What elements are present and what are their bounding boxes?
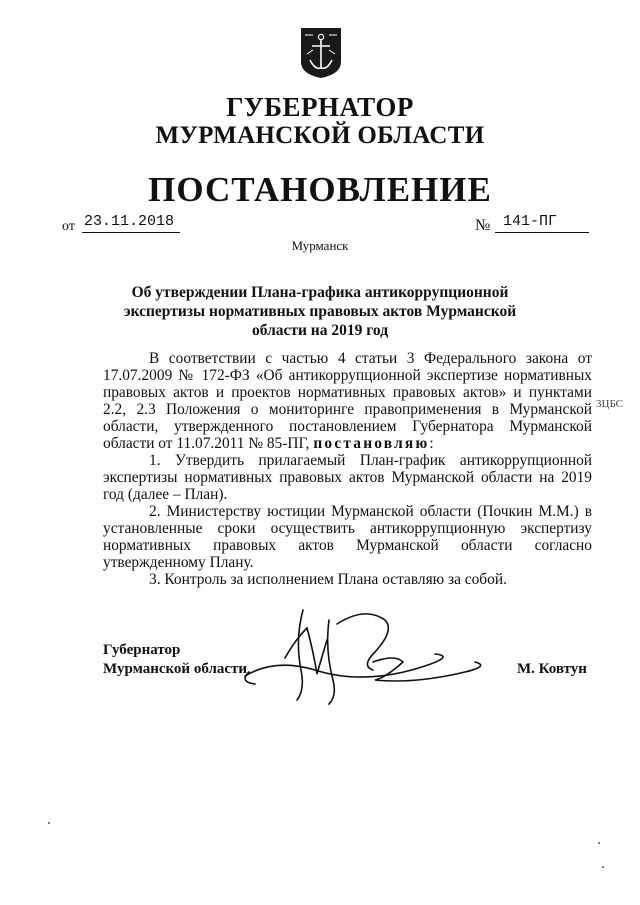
date-prefix: от: [62, 219, 75, 234]
resolve-suffix: :: [429, 435, 434, 452]
document-date: 23.11.2018: [82, 213, 180, 233]
city-name: Мурманск: [291, 238, 349, 253]
governor-title-line1: ГУБЕРНАТОР: [226, 92, 414, 122]
document-subject: Об утверждении Плана-графика антикоррупционной экспертизы нормативных правовых актов Мурманской области на 2019 год: [123, 284, 517, 339]
signatory-name: М. Ковтун: [517, 661, 587, 677]
margin-stamp-mark: 3ЦБС: [596, 398, 624, 410]
document-body: [103, 350, 592, 588]
document-number: 141-ПГ: [495, 213, 589, 233]
handwritten-signature-icon: [225, 600, 515, 710]
preamble-paragraph: [103, 350, 592, 452]
item-1: 1. Утвердить прилагаемый План-график антикоррупционной экспертизы нормативных правовых актов Мурманской области на 2019 год (далее – План).: [103, 452, 592, 503]
item-2: 2. Министерству юстиции Мурманской области (Почкин М.М.) в установленные сроки осуществить антикоррупционную экспертизу нормативных правовых актов Мурманской области согласно утвержденному Плану.: [103, 503, 592, 571]
item-3: 3. Контроль за исполнением Плана оставляю за собой.: [149, 571, 507, 588]
preamble-text: В соответствии с частью 4 статьи 3 Федерального закона от 17.07.2009 № 172-ФЗ «Об антикоррупционной экспертизе нормативных правовых актов и проектов нормативных правовых актов» и пунктами 2.2, 2.3 Положения о мониторинге правоприменения в Мурманской области, утвержденного постановлением Губернатора Мурманской области от 11.07.2011 № 85-ПГ,: [103, 350, 592, 452]
number-prefix: №: [475, 217, 491, 234]
signatory-position-line1: Губернатор: [103, 642, 181, 658]
scan-speck: [48, 822, 50, 824]
governor-title-line2: МУРМАНСКОЙ ОБЛАСТИ: [155, 122, 485, 149]
signatory-position-line2: Мурманской области: [103, 661, 248, 677]
scan-speck: [598, 842, 600, 844]
murmansk-coat-of-arms-icon: [299, 26, 343, 80]
document-type-title: ПОСТАНОВЛЕНИЕ: [148, 170, 492, 209]
resolve-word: постановляю: [313, 435, 430, 452]
scan-speck: [602, 866, 604, 868]
